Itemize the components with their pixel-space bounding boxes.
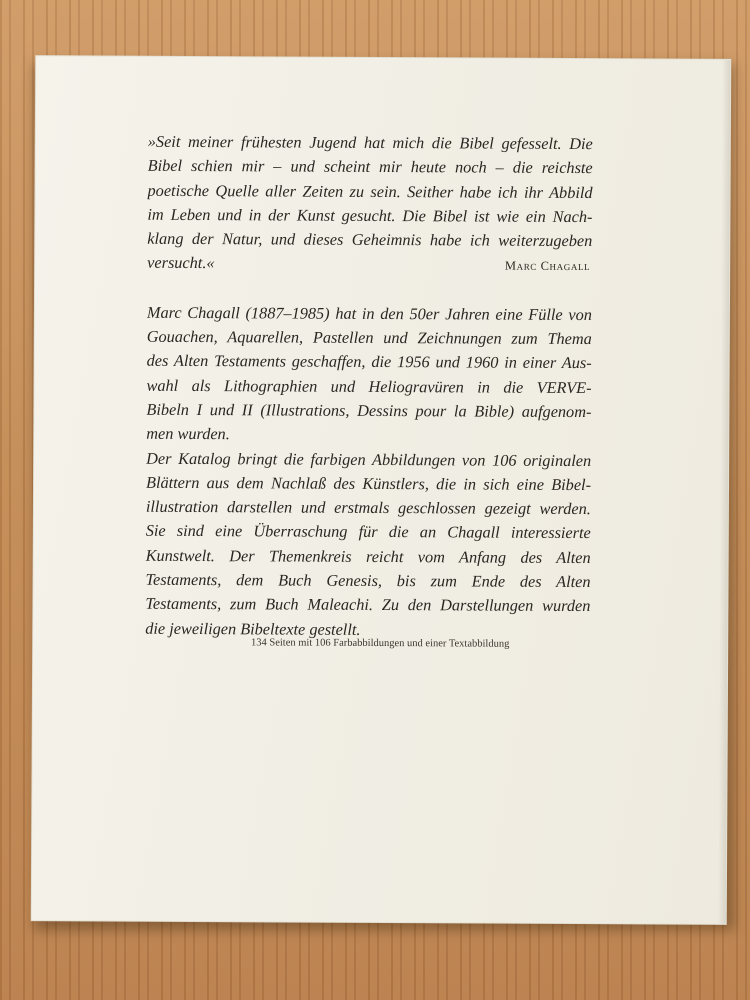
quote-signature: Marc Chagall <box>504 259 591 274</box>
description-line: Gouachen, Aquarellen, Pastellen und Zeichnungen zum Thema <box>146 326 592 349</box>
description-line: Der Katalog bringt die farbigen Abbildungen von 106 originalen <box>146 448 592 470</box>
description-line: men wurden. <box>146 424 230 444</box>
description-line: Marc Chagall (1887–1985) hat in den 50er Jahren eine Fülle von <box>146 302 592 324</box>
description-line: illustration darstellen und erstmals geschlossen gezeigt werden. <box>145 496 591 519</box>
description-line: wahl als Lithographien und Heliogravüren in die VERVE- <box>146 375 592 397</box>
quote-line: poetische Quelle aller Zeiten zu sein. Seither habe ich ihr Abbild <box>147 180 593 202</box>
back-cover-text <box>145 130 593 643</box>
quote-line: klang der Natur, und dieses Geheimnis habe ich weiterzugeben <box>147 228 593 251</box>
page-count-note: 134 Seiten mit 106 Farbabbildungen und einer Textabbildung <box>250 637 510 650</box>
book-back-cover <box>32 56 731 924</box>
description-line: Testaments, dem Buch Genesis, bis zum Ende des Alten <box>145 569 591 592</box>
description-line: Testaments, zum Buch Maleachi. Zu den Darstellungen wurden <box>145 594 591 616</box>
description-paragraph-1 <box>146 301 592 449</box>
description-line: Bibeln I und II (Illustrations, Dessins pour la Bible) aufgenom- <box>146 399 592 422</box>
quote-line: Bibel schien mir – und scheint mir heute noch – die reichste <box>147 156 593 178</box>
paragraph-gap <box>147 277 592 303</box>
description-line: Sie sind eine Überraschung für die an Chagall interessierte <box>145 521 591 543</box>
quote-line: »Seit meiner frühesten Jugend hat mich die Bibel gefesselt. Die <box>147 131 593 154</box>
description-line: die jeweiligen Bibeltexte gestellt. <box>145 618 361 639</box>
description-line: Kunstwelt. Der Themenkreis reicht vom Anfang des Alten <box>145 545 591 567</box>
description-line: Blättern aus dem Nachlaß des Künstlers, die in sich eine Bibel- <box>145 472 592 494</box>
quote-end-row <box>147 251 592 279</box>
chagall-quote <box>147 130 593 279</box>
quote-line: im Leben und in der Kunst gesucht. Die Bibel ist wie ein Nach- <box>147 204 593 226</box>
description-line: des Alten Testaments geschaffen, die 1956 und 1960 in einer Aus- <box>146 351 592 373</box>
description-paragraph-2 <box>145 446 591 643</box>
quote-last-line: versucht.« <box>147 253 215 273</box>
